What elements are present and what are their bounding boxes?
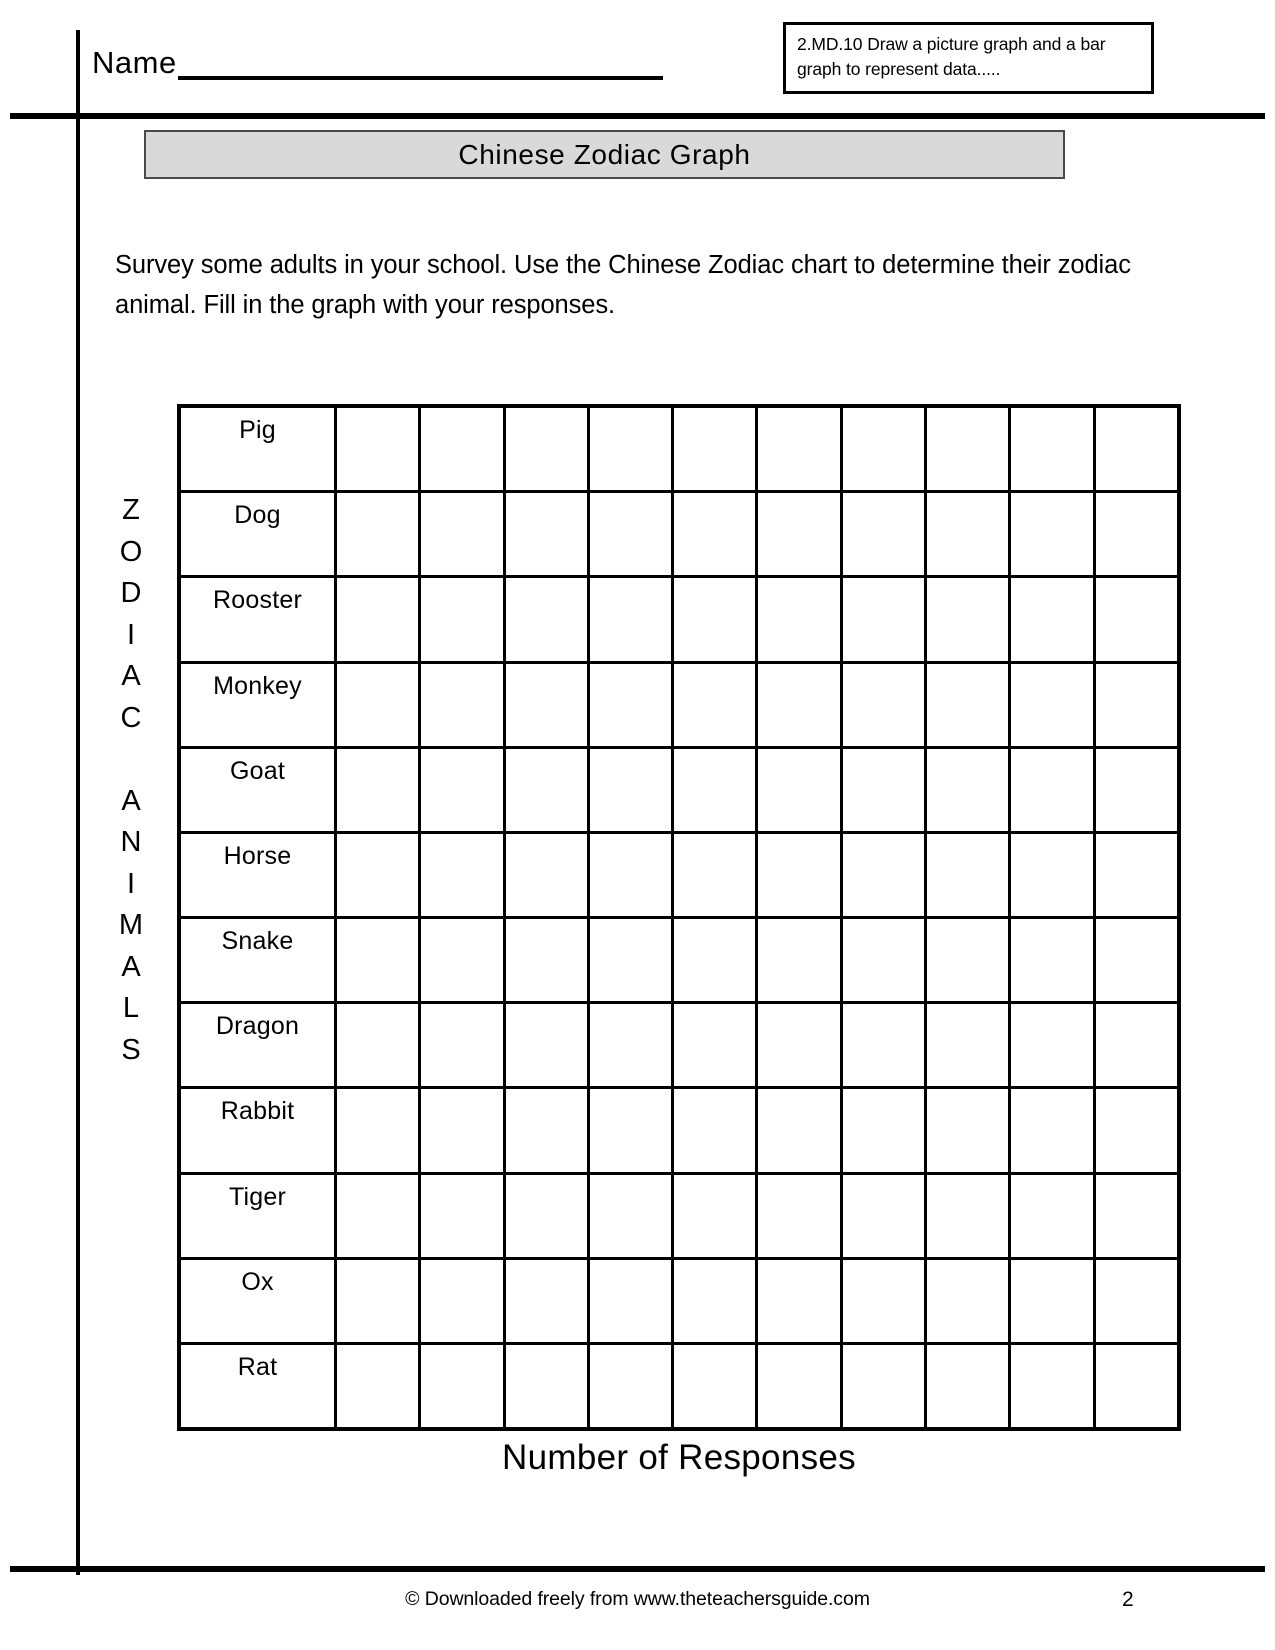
graph-cell[interactable] xyxy=(843,1089,927,1171)
graph-cell[interactable] xyxy=(506,1089,590,1171)
graph-row-label-cell xyxy=(181,1260,337,1342)
footer-divider-rule xyxy=(10,1566,1265,1572)
graph-cell[interactable] xyxy=(843,1260,927,1342)
graph-cell[interactable] xyxy=(674,578,758,660)
graph-cell[interactable] xyxy=(1096,493,1177,575)
y-axis-letter: O xyxy=(119,535,143,568)
graph-cell[interactable] xyxy=(1011,664,1095,746)
name-label: Name xyxy=(92,45,177,80)
graph-cell[interactable] xyxy=(337,408,421,490)
graph-row-label-cell xyxy=(181,1175,337,1257)
graph-cell[interactable] xyxy=(674,1175,758,1257)
graph-cell[interactable] xyxy=(758,408,842,490)
graph-row-label-cell xyxy=(181,1004,337,1086)
graph-cell[interactable] xyxy=(421,1175,505,1257)
graph-cell[interactable] xyxy=(590,1345,674,1427)
y-axis-letter: S xyxy=(121,1033,141,1066)
graph-cell[interactable] xyxy=(1096,1260,1177,1342)
graph-cell[interactable] xyxy=(674,834,758,916)
graph-cell[interactable] xyxy=(590,1260,674,1342)
graph-cell[interactable] xyxy=(1011,1175,1095,1257)
graph-cell[interactable] xyxy=(843,578,927,660)
graph-cell[interactable] xyxy=(337,493,421,575)
graph-row-label: Horse xyxy=(223,841,292,870)
graph-cell[interactable] xyxy=(843,664,927,746)
y-axis-letter: A xyxy=(121,660,141,692)
graph-cell[interactable] xyxy=(674,919,758,1001)
graph-cell[interactable] xyxy=(843,1175,927,1257)
graph-row-label-cell xyxy=(181,1345,337,1427)
graph-cell[interactable] xyxy=(1011,834,1095,916)
graph-cell[interactable] xyxy=(674,1345,758,1427)
graph-row-label: Pig xyxy=(239,416,276,444)
graph-cell[interactable] xyxy=(506,1345,590,1427)
graph-cell[interactable] xyxy=(1096,664,1177,746)
graph-cell[interactable] xyxy=(506,749,590,831)
graph-row-label: Rooster xyxy=(213,586,302,615)
graph-cell[interactable] xyxy=(674,749,758,831)
graph-cell[interactable] xyxy=(758,493,842,575)
graph-cell[interactable] xyxy=(590,834,674,916)
graph-cell[interactable] xyxy=(1096,749,1177,831)
graph-cell[interactable] xyxy=(506,1260,590,1342)
graph-row-label: Dog xyxy=(234,501,281,530)
graph-cell[interactable] xyxy=(590,493,674,575)
graph-row xyxy=(181,1089,1177,1174)
graph-row-label-cell xyxy=(181,1089,337,1171)
graph-cell[interactable] xyxy=(758,664,842,746)
graph-row-label: Tiger xyxy=(228,1182,287,1211)
graph-cell[interactable] xyxy=(674,1260,758,1342)
graph-cell[interactable] xyxy=(337,919,421,1001)
graph-row xyxy=(181,408,1177,493)
graph-cell[interactable] xyxy=(1096,578,1177,660)
graph-cell[interactable] xyxy=(506,1175,590,1257)
graph-cell[interactable] xyxy=(1096,408,1177,490)
graph-row xyxy=(181,1260,1177,1345)
graph-cell[interactable] xyxy=(927,1175,1011,1257)
standard-code-box xyxy=(783,22,1154,94)
graph-cell[interactable] xyxy=(1011,578,1095,660)
graph-cell[interactable] xyxy=(927,834,1011,916)
graph-cell[interactable] xyxy=(674,408,758,490)
graph-cell[interactable] xyxy=(337,1345,421,1427)
graph-cell[interactable] xyxy=(337,1004,421,1086)
graph-cell[interactable] xyxy=(1011,919,1095,1001)
graph-cell[interactable] xyxy=(1011,1345,1095,1427)
y-axis-label xyxy=(108,490,154,1071)
graph-cell[interactable] xyxy=(927,578,1011,660)
graph-row-label: Goat xyxy=(230,756,285,785)
graph-cell[interactable] xyxy=(674,664,758,746)
y-axis-letter: A xyxy=(121,784,141,817)
graph-row xyxy=(181,1175,1177,1260)
graph-cell[interactable] xyxy=(337,1260,421,1342)
graph-cell[interactable] xyxy=(421,1089,505,1171)
directions-text: Survey some adults in your school. Use the Chinese Zodiac chart to determine their zodiac animal. Fill in the graph with your responses. xyxy=(115,251,1131,319)
bar-graph-grid xyxy=(177,404,1181,1431)
worksheet-title: Chinese Zodiac Graph xyxy=(458,138,751,170)
y-axis-letter: A xyxy=(121,950,141,983)
graph-cell[interactable] xyxy=(506,1004,590,1086)
header-divider-rule xyxy=(10,113,1265,119)
graph-cell[interactable] xyxy=(590,1089,674,1171)
graph-cell[interactable] xyxy=(927,1004,1011,1086)
y-axis-letter: C xyxy=(120,701,142,734)
graph-cell[interactable] xyxy=(506,578,590,660)
graph-row xyxy=(181,578,1177,663)
graph-row-label-cell xyxy=(181,749,337,831)
graph-cell[interactable] xyxy=(506,664,590,746)
graph-row xyxy=(181,834,1177,919)
name-input-blank[interactable] xyxy=(178,48,663,80)
x-axis-label: Number of Responses xyxy=(502,1438,856,1477)
graph-cell[interactable] xyxy=(337,834,421,916)
graph-cell[interactable] xyxy=(758,1175,842,1257)
y-axis-letter: Z xyxy=(122,494,140,526)
graph-cell[interactable] xyxy=(927,1345,1011,1427)
graph-cell[interactable] xyxy=(1011,1260,1095,1342)
graph-cell[interactable] xyxy=(758,749,842,831)
graph-cell[interactable] xyxy=(927,749,1011,831)
graph-cell[interactable] xyxy=(843,408,927,490)
graph-cell[interactable] xyxy=(590,664,674,746)
graph-cell[interactable] xyxy=(843,1004,927,1086)
graph-cell[interactable] xyxy=(421,578,505,660)
graph-cell[interactable] xyxy=(506,919,590,1001)
graph-cell[interactable] xyxy=(590,578,674,660)
graph-cell[interactable] xyxy=(590,1004,674,1086)
graph-cell[interactable] xyxy=(674,1089,758,1171)
graph-row-label: Rat xyxy=(237,1352,278,1381)
graph-cell[interactable] xyxy=(421,664,505,746)
graph-cell[interactable] xyxy=(843,493,927,575)
graph-row-label-cell xyxy=(181,408,337,490)
graph-cell[interactable] xyxy=(506,408,590,490)
graph-cell[interactable] xyxy=(1096,1175,1177,1257)
graph-cell[interactable] xyxy=(590,1175,674,1257)
graph-cell[interactable] xyxy=(421,749,505,831)
graph-cell[interactable] xyxy=(1011,1004,1095,1086)
graph-cell[interactable] xyxy=(421,408,505,490)
y-axis-letter: I xyxy=(126,867,136,900)
graph-cell[interactable] xyxy=(1096,919,1177,1001)
graph-row-label: Monkey xyxy=(213,671,302,700)
graph-cell[interactable] xyxy=(843,749,927,831)
graph-row-label: Rabbit xyxy=(220,1097,295,1126)
graph-cell[interactable] xyxy=(590,408,674,490)
graph-cell[interactable] xyxy=(421,834,505,916)
y-axis-letter: I xyxy=(126,618,136,651)
graph-cell[interactable] xyxy=(758,1089,842,1171)
graph-row xyxy=(181,493,1177,578)
graph-row xyxy=(181,664,1177,749)
standard-code-text: 2.MD.10 Draw a picture graph and a bar graph to represent data..... xyxy=(797,34,1106,79)
graph-cell[interactable] xyxy=(674,493,758,575)
graph-cell[interactable] xyxy=(758,1260,842,1342)
graph-cell[interactable] xyxy=(927,919,1011,1001)
graph-cell[interactable] xyxy=(927,1260,1011,1342)
graph-row-label-cell xyxy=(181,578,337,660)
graph-row-label-cell xyxy=(181,834,337,916)
graph-row xyxy=(181,919,1177,1004)
left-margin-rule xyxy=(76,30,80,1575)
graph-cell[interactable] xyxy=(337,1089,421,1171)
graph-cell[interactable] xyxy=(1011,1089,1095,1171)
graph-cell[interactable] xyxy=(758,1345,842,1427)
graph-cell[interactable] xyxy=(1096,1345,1177,1427)
graph-cell[interactable] xyxy=(1011,493,1095,575)
y-axis-letter: L xyxy=(122,992,140,1024)
graph-cell[interactable] xyxy=(758,578,842,660)
graph-cell[interactable] xyxy=(758,1004,842,1086)
graph-row xyxy=(181,1345,1177,1427)
graph-cell[interactable] xyxy=(758,919,842,1001)
worksheet-title-banner xyxy=(144,130,1065,179)
graph-cell[interactable] xyxy=(590,749,674,831)
graph-cell[interactable] xyxy=(843,1345,927,1427)
graph-cell[interactable] xyxy=(337,749,421,831)
graph-cell[interactable] xyxy=(506,834,590,916)
graph-cell[interactable] xyxy=(674,1004,758,1086)
graph-cell[interactable] xyxy=(1096,1004,1177,1086)
name-field-row xyxy=(92,46,663,80)
graph-cell[interactable] xyxy=(1096,834,1177,916)
footer-credit: © Downloaded freely from www.theteachersguide.com xyxy=(405,1588,870,1610)
graph-cell[interactable] xyxy=(421,1345,505,1427)
graph-cell[interactable] xyxy=(421,1004,505,1086)
graph-cell[interactable] xyxy=(927,1089,1011,1171)
graph-cell[interactable] xyxy=(337,1175,421,1257)
graph-cell[interactable] xyxy=(927,664,1011,746)
graph-row-label: Dragon xyxy=(215,1012,300,1041)
graph-cell[interactable] xyxy=(1096,1089,1177,1171)
graph-cell[interactable] xyxy=(421,493,505,575)
graph-cell[interactable] xyxy=(758,834,842,916)
y-axis-letter: D xyxy=(120,577,142,609)
graph-cell[interactable] xyxy=(1011,749,1095,831)
graph-cell[interactable] xyxy=(337,578,421,660)
y-axis-letter: M xyxy=(118,909,144,941)
graph-cell[interactable] xyxy=(843,834,927,916)
graph-cell[interactable] xyxy=(337,664,421,746)
graph-row-label: Ox xyxy=(241,1267,274,1296)
graph-row xyxy=(181,749,1177,834)
graph-cell[interactable] xyxy=(1011,408,1095,490)
graph-cell[interactable] xyxy=(506,493,590,575)
graph-cell[interactable] xyxy=(421,919,505,1001)
graph-cell[interactable] xyxy=(421,1260,505,1342)
graph-row-label-cell xyxy=(181,919,337,1001)
graph-cell[interactable] xyxy=(927,408,1011,490)
y-axis-letter: N xyxy=(120,826,142,858)
graph-cell[interactable] xyxy=(927,493,1011,575)
graph-row-label-cell xyxy=(181,493,337,575)
graph-row-label: Snake xyxy=(221,927,294,956)
graph-row-label-cell xyxy=(181,664,337,746)
graph-cell[interactable] xyxy=(843,919,927,1001)
page-number: 2 xyxy=(1122,1588,1134,1611)
graph-cell[interactable] xyxy=(590,919,674,1001)
graph-row xyxy=(181,1004,1177,1089)
